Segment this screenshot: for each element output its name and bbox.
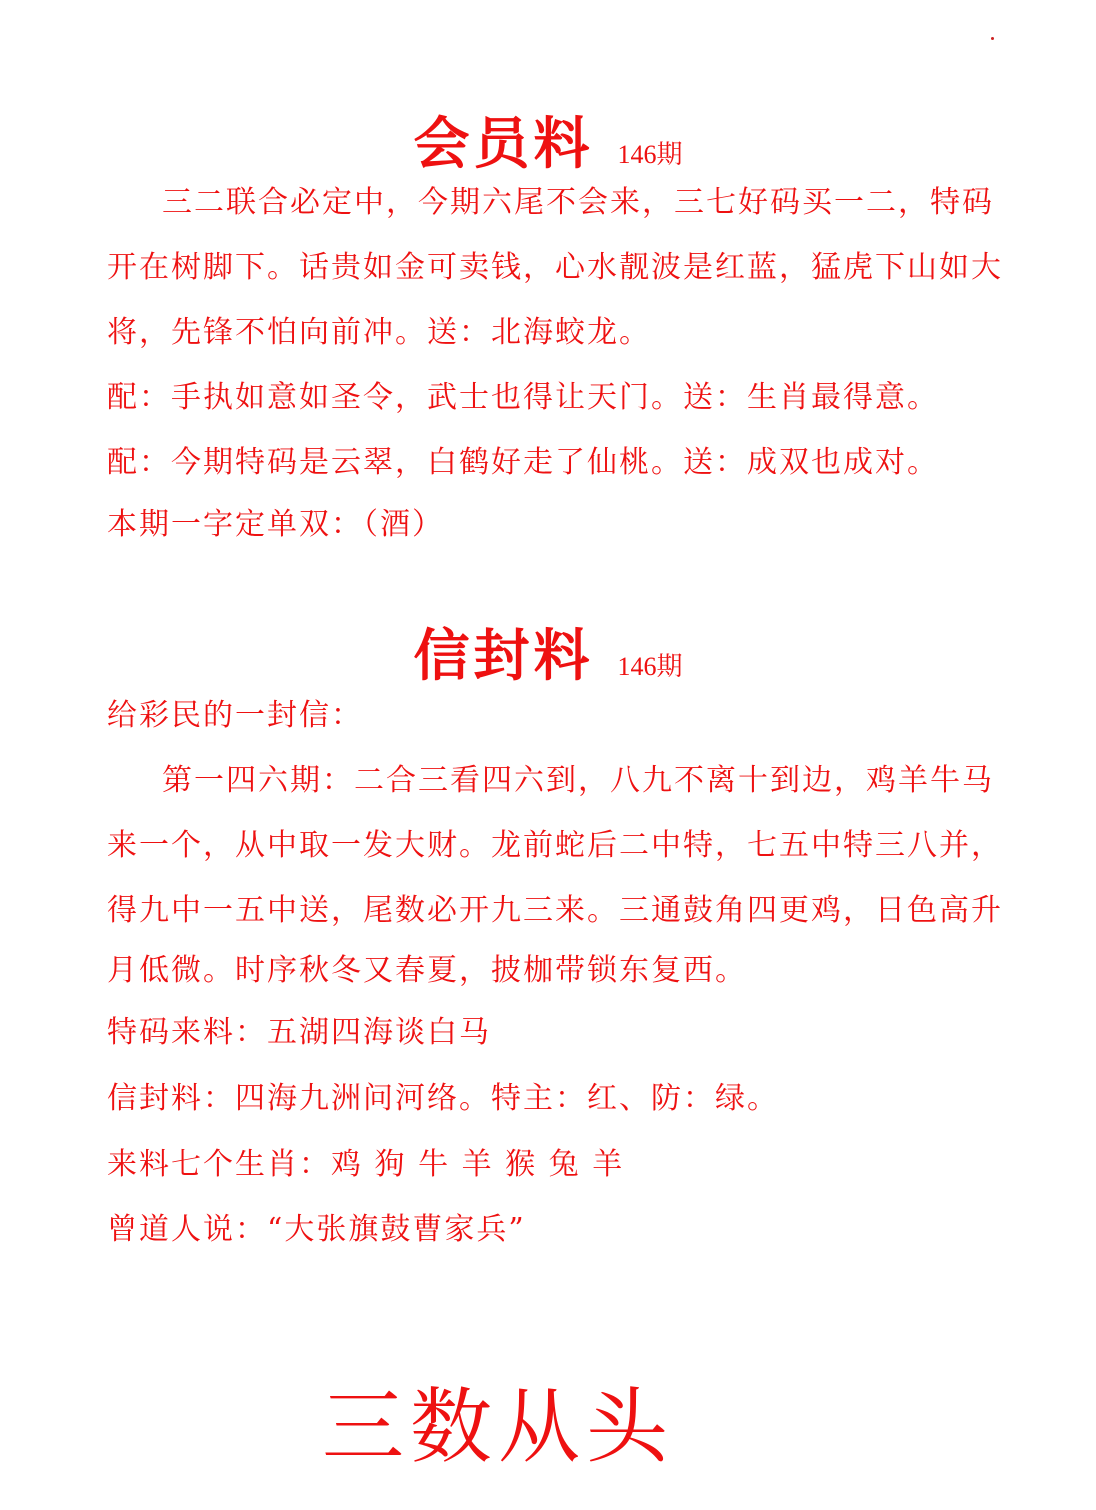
letter-section-heading <box>0 612 1096 692</box>
member-line-1: 三二联合必定中，今期六尾不会来，三七好码买一二，特码 <box>162 185 994 220</box>
letter-section-title: 信封料 <box>413 623 594 689</box>
member-line-2: 开在树脚下。话贵如金可卖钱，心水靓波是红蓝，猛虎下山如大 <box>107 250 1003 285</box>
member-line-3: 将，先锋不怕向前冲。送：北海蛟龙。 <box>107 315 651 350</box>
letter-line-1: 给彩民的一封信： <box>107 698 363 733</box>
member-line-4: 配：手执如意如圣令，武士也得让天门。送：生肖最得意。 <box>107 380 939 415</box>
member-section-heading <box>0 100 1096 180</box>
letter-line-4: 得九中一五中送，尾数必开九三来。三通鼓角四更鸡，日色高升 <box>107 893 1003 928</box>
letter-line-2: 第一四六期：二合三看四六到，八九不离十到边，鸡羊牛马 <box>162 763 994 798</box>
letter-line-3: 来一个，从中取一发大财。龙前蛇后二中特，七五中特三八并， <box>107 828 1003 863</box>
letter-section-issue: 146期 <box>617 652 683 681</box>
member-section-issue: 146期 <box>617 140 683 169</box>
letter-line-9: 曾道人说：“大张旗鼓曹家兵” <box>107 1212 526 1247</box>
footer-title: 三数从头 <box>322 1380 675 1475</box>
member-line-5: 配：今期特码是云翠，白鹤好走了仙桃。送：成双也成对。 <box>107 445 939 480</box>
member-line-6: 本期一字定单双：（酒） <box>107 507 444 542</box>
member-section-title: 会员料 <box>413 111 594 177</box>
letter-line-6: 特码来料：五湖四海谈白马 <box>107 1015 491 1050</box>
letter-line-5: 月低微。时序秋冬又春夏，披枷带锁东复西。 <box>107 953 747 988</box>
letter-line-7: 信封料：四海九洲问河络。特主：红、防：绿。 <box>107 1081 779 1116</box>
scan-speck <box>991 37 994 40</box>
letter-line-8: 来料七个生肖：鸡 狗 牛 羊 猴 兔 羊 <box>107 1147 625 1182</box>
